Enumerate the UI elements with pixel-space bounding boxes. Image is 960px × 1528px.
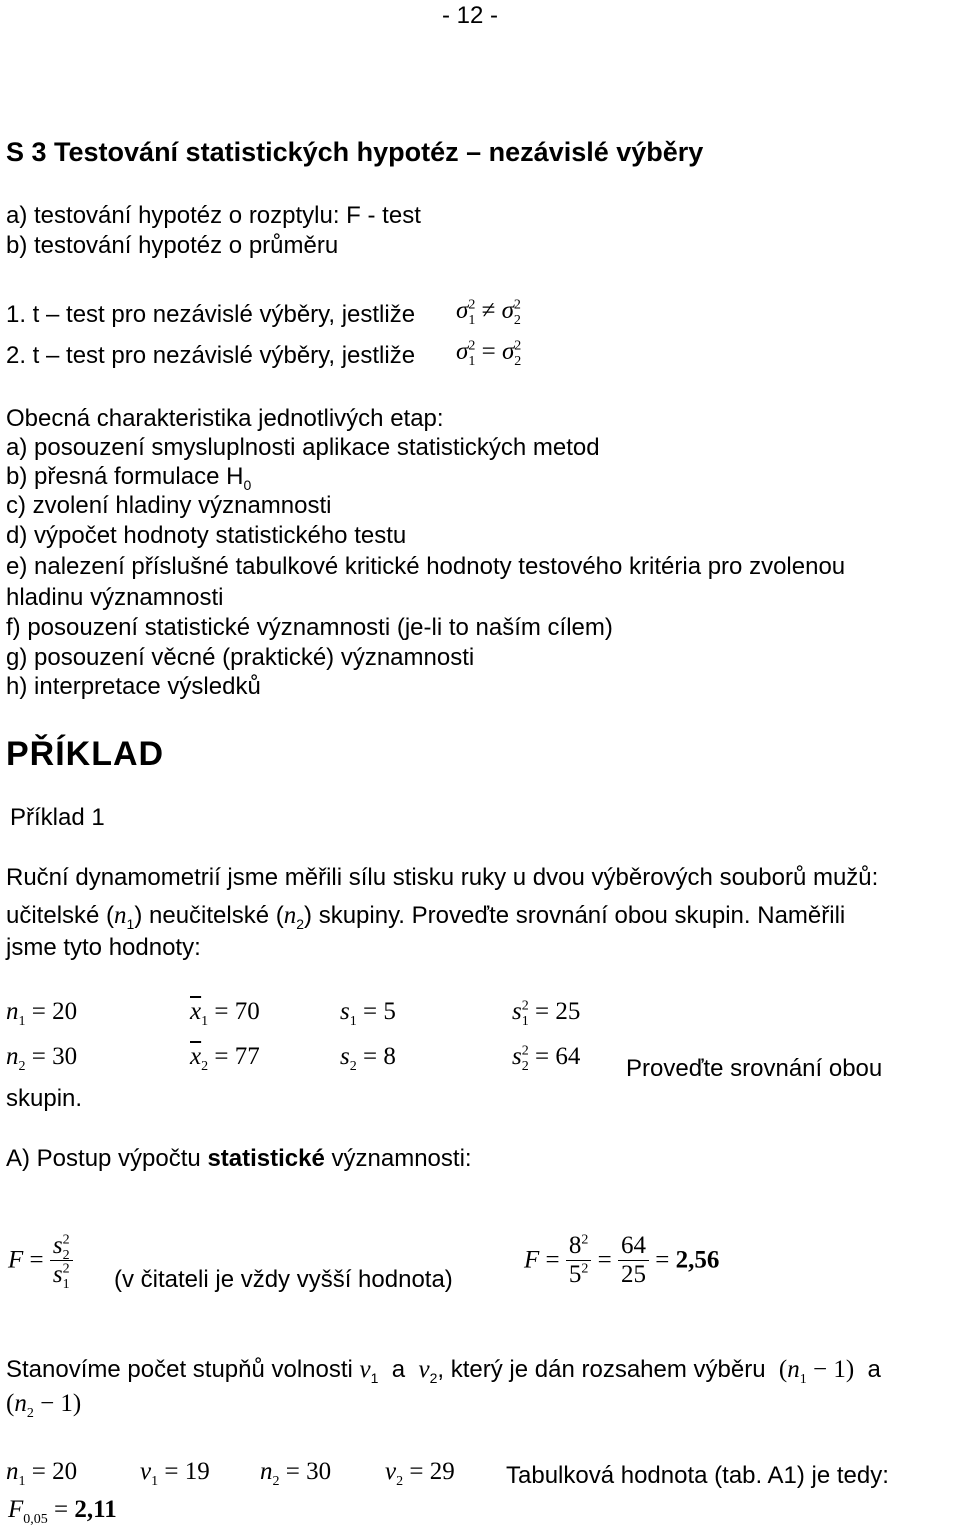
stage-item: hladinu významnosti xyxy=(6,584,224,611)
df-v1: $v_1 = 19$ xyxy=(140,1458,210,1489)
problem-line: Ruční dynamometrií jsme měřili sílu stisku ruky u dvou výběrových souborů mužů: xyxy=(6,864,879,891)
problem-text: ) skupiny. Proveďte srovnání obou skupin. Naměřili xyxy=(304,902,846,929)
example-heading: PŘÍKLAD xyxy=(6,735,165,773)
example-label: Příklad 1 xyxy=(10,804,105,831)
n1-symbol: n xyxy=(114,902,127,929)
stage-item: a) posouzení smysluplnosti aplikace statistických metod xyxy=(6,434,600,461)
case-2-formula: $\sigma^2_1 = \sigma^2_2$ xyxy=(456,338,522,369)
compare-text-cont: skupin. xyxy=(6,1085,83,1112)
stage-item: f) posouzení statistické významnosti (je-li to naším cílem) xyxy=(6,614,613,641)
value-s1-squared: $s^2_1 = 25$ xyxy=(512,998,581,1029)
df-line: Stanovíme počet stupňů volnosti $v_1$ a $v_2$, který je dán rozsahem výběru $(n_1 - 1)$ a xyxy=(6,1356,881,1387)
stage-item xyxy=(6,463,251,491)
f-critical: $F_{0,05} = 2,11$ xyxy=(8,1496,117,1527)
stages-heading: Obecná charakteristika jednotlivých etap: xyxy=(6,405,444,432)
stage-item: g) posouzení věcné (praktické) významnosti xyxy=(6,644,475,671)
stage-item: d) výpočet hodnoty statistického testu xyxy=(6,522,407,549)
problem-line: učitelské $(n_1)$ neučitelské $(n_2)$ skupiny. Proveďte srovnání obou skupin. Naměřili xyxy=(6,902,846,932)
value-s1: $s_1 = 5$ xyxy=(340,998,396,1029)
procedure-heading: A) Postup výpočtu statistické významnosti: xyxy=(6,1145,472,1172)
problem-line: jsme tyto hodnoty: xyxy=(6,934,201,961)
value-x2: $\overline{x}_2 = 77$ xyxy=(190,1043,260,1074)
f-result: 2,56 xyxy=(675,1246,720,1274)
problem-text: ) neučitelské ( xyxy=(134,902,284,929)
section-title: S 3 Testování statistických hypotéz – nezávislé výběry xyxy=(6,137,704,167)
list-item: b) testování hypotéz o průměru xyxy=(6,232,339,259)
value-s2-squared: $s^2_2 = 64$ xyxy=(512,1043,581,1074)
df-line-cont: $(n_2 - 1)$ xyxy=(6,1390,82,1421)
table-value-text: Tabulková hodnota (tab. A1) je tedy: xyxy=(506,1462,889,1489)
stage-text: b) přesná formulace H xyxy=(6,463,244,490)
f-note: (v čitateli je vždy vyšší hodnota) xyxy=(114,1266,453,1293)
f-formula: F = $\frac{s^2_2}{s^2_1}$ xyxy=(8,1232,73,1289)
value-s2: $s_2 = 8$ xyxy=(340,1043,396,1074)
h0-subscript: 0 xyxy=(243,476,252,493)
list-item: a) testování hypotéz o rozptylu: F - test xyxy=(6,202,421,229)
compare-text: Proveďte srovnání obou xyxy=(626,1055,883,1082)
case-1-formula: $\sigma^2_1 \ne \sigma^2_2$ xyxy=(456,297,521,328)
stage-item: h) interpretace výsledků xyxy=(6,673,261,700)
page-number: - 12 - xyxy=(442,2,499,29)
stage-item: c) zvolení hladiny významnosti xyxy=(6,492,332,519)
df-n2: $n_2 = 30$ xyxy=(260,1458,332,1489)
case-1-text: 1. t – test pro nezávislé výběry, jestliže xyxy=(6,301,416,328)
problem-text: učitelské ( xyxy=(6,902,115,929)
n2-symbol: n xyxy=(283,902,297,929)
df-v2: $v_2 = 29$ xyxy=(385,1458,455,1489)
stage-item: e) nalezení příslušné tabulkové kritické hodnoty testového kritéria pro zvolenou xyxy=(6,553,846,580)
case-2-text: 2. t – test pro nezávislé výběry, jestliže xyxy=(6,342,416,369)
value-x1: $\overline{x}_1 = 70$ xyxy=(190,998,260,1029)
f-calculation: F = $\frac{8^2}{5^2}$ = $\frac{64}{25}$ = 2,56 xyxy=(524,1232,720,1288)
value-n2: $n_2 = 30$ xyxy=(6,1043,78,1074)
value-n1: $n_1 = 20$ xyxy=(6,998,78,1029)
df-n1: $n_1 = 20$ xyxy=(6,1458,78,1489)
